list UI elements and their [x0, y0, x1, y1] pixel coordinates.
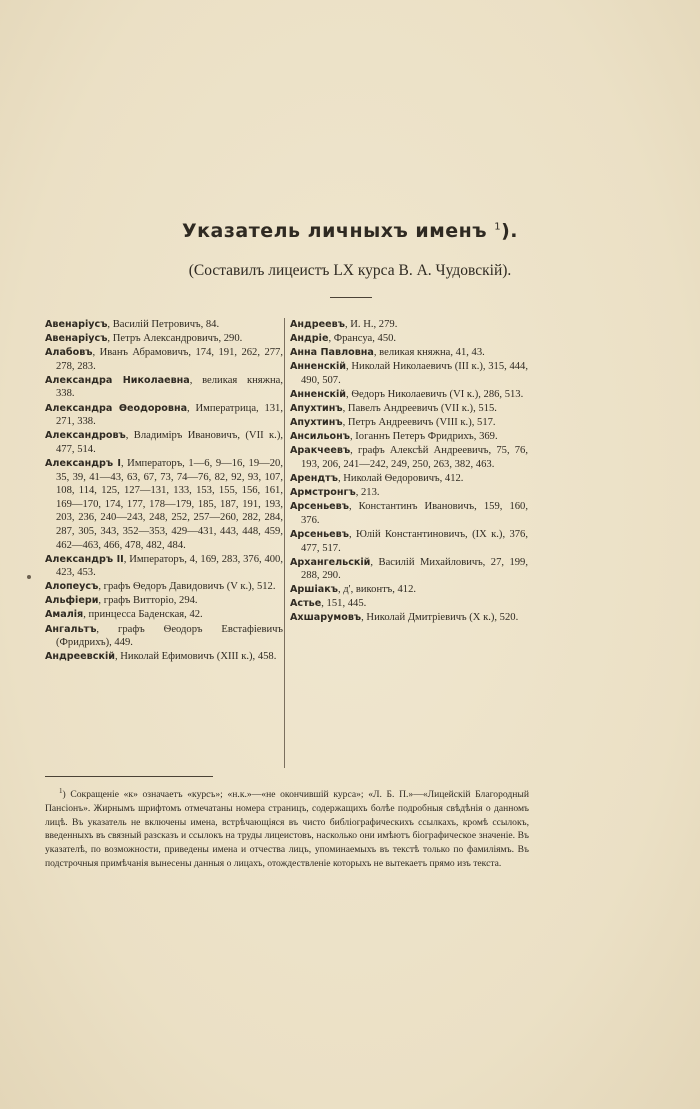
- column-divider: [284, 318, 285, 768]
- page-speck: [27, 575, 31, 579]
- index-entry: [290, 556, 528, 583]
- index-entry: [290, 597, 528, 611]
- index-entry: [290, 402, 528, 416]
- index-entry: [290, 360, 528, 387]
- page-subtitle: (Составилъ лицеистъ LX курса В. А. Чудовскій).: [188, 262, 512, 279]
- footnote: [45, 785, 529, 870]
- entry-details: , Императрица, 131, 271, 338.: [56, 402, 283, 428]
- entry-details: , Николай Николаевичъ (III к.), 315, 444, 490, 507.: [301, 361, 528, 386]
- entry-details: , 151, 445.: [321, 598, 367, 610]
- entry-details: , Константинъ Ивановичъ, 159, 160, 376.: [301, 501, 528, 526]
- entry-surname: Апухтинъ: [290, 417, 343, 429]
- entry-details: , Императоръ, 1—6, 9—16, 19—20, 35, 39, 41—43, 63, 67, 73, 74—76, 82, 92, 93, 107, 108, 114, 125, 127—131, 133, 153, 155, 156, 161, 169—170, 174, 177, 178—179, 185, 187, 191, 193, 203, 236, 240—243, 248, 252, 257—260, 282, 284, 287, 305, 343, 352—353, 429—431, 443, 448, 459, 462—463, 466, 478, 482, 484.: [56, 457, 283, 551]
- index-entry: [45, 650, 283, 664]
- entry-details: , Василій Михайловичъ, 27, 199, 288, 290.: [301, 556, 528, 582]
- entry-surname: Алабовъ: [45, 347, 93, 359]
- footnote-reference: 1: [494, 221, 502, 233]
- entry-surname: Армстронгъ: [290, 487, 356, 499]
- index-entry: [45, 346, 283, 373]
- entry-surname: Ангальтъ: [45, 623, 97, 635]
- index-entry: [45, 332, 283, 346]
- entry-surname: Апухтинъ: [290, 403, 343, 415]
- entry-surname: Альфіери: [45, 595, 99, 607]
- index-entry: [290, 611, 528, 625]
- entry-surname: Арсеньевъ: [290, 528, 349, 540]
- index-entry: [45, 318, 283, 332]
- entry-surname: Александръ II: [45, 553, 124, 565]
- index-entry: [290, 346, 528, 360]
- entry-surname: Ахшарумовъ: [290, 612, 362, 624]
- entry-surname: Александра Николаевна: [45, 374, 190, 386]
- entry-details: , великая княжна, 41, 43.: [373, 347, 485, 359]
- index-entry: [290, 500, 528, 527]
- index-entry: [290, 388, 528, 402]
- entry-surname: Анна Павловна: [290, 347, 374, 359]
- entry-surname: Анненскій: [290, 388, 347, 400]
- index-entry: [290, 486, 528, 500]
- entry-surname: Авенаріусъ: [45, 319, 108, 330]
- footnote-rule: [45, 776, 213, 777]
- entry-details: , принцесса Баденская, 42.: [83, 609, 203, 621]
- entry-details: , Павелъ Андреевичъ (VII к.), 515.: [342, 403, 497, 415]
- page-title: Указатель личныхъ именъ $^1$).: [182, 220, 518, 242]
- entry-details: , графъ Ѳедоръ Давидовичъ (V к.), 512.: [98, 581, 276, 593]
- entry-details: , Ѳедоръ Николаевичъ (VI к.), 286, 513.: [346, 388, 524, 400]
- entry-details: , графъ Витторіо, 294.: [98, 595, 198, 607]
- entry-surname: Ансильонъ: [290, 431, 350, 443]
- entry-details: , Іоганнъ Петеръ Фридрихъ, 369.: [349, 431, 498, 443]
- entry-surname: Аракчеевъ: [290, 445, 351, 457]
- entry-surname: Андреевъ: [290, 319, 345, 330]
- index-column-right: [290, 318, 528, 626]
- footnote-marker: 1: [59, 787, 63, 795]
- entry-surname: Аршіакъ: [290, 584, 338, 596]
- index-entry: [45, 608, 283, 622]
- index-entry: [45, 553, 283, 580]
- entry-details: , Франсуа, 450.: [328, 333, 397, 345]
- index-entry: [290, 528, 528, 555]
- index-entry: [290, 583, 528, 597]
- entry-surname: Арсеньевъ: [290, 501, 349, 513]
- index-entry: [45, 374, 283, 401]
- entry-surname: Андріе: [290, 333, 329, 345]
- entry-surname: Алопеусъ: [45, 581, 99, 593]
- entry-details: , великая княжна, 338.: [56, 374, 283, 400]
- index-entry: [45, 457, 283, 552]
- index-column-left: [45, 318, 283, 664]
- entry-surname: Авенаріусъ: [45, 333, 108, 345]
- index-entry: [290, 444, 528, 471]
- entry-details: , д', виконтъ, 412.: [337, 584, 417, 596]
- entry-details: , 213.: [355, 487, 380, 499]
- title-rule: [330, 297, 372, 298]
- index-entry: [290, 430, 528, 444]
- entry-details: , графъ Алексѣй Андреевичъ, 75, 76, 193, 206, 241—242, 249, 250, 263, 382, 463.: [301, 445, 528, 470]
- index-entry: [290, 332, 528, 346]
- entry-details: , Петръ Андреевичъ (VIII к.), 517.: [342, 417, 496, 429]
- index-entry: [290, 416, 528, 430]
- entry-surname: Александръ I: [45, 457, 121, 469]
- footnote-text: ) Сокращеніе «к» означаетъ «курсъ»; «н.к.»—«не окончившій курса»; «Л. Б. П.»—«Лицейскій Благородный Пансіонъ». Жирнымъ шрифтомъ отмечатаны номера страницъ, содержащихъ болѣе подробныя свѣдѣнія о данномъ лицѣ. Въ указатель не включены имена, встрѣчающіяся въ чисто библіографическихъ ссылкахъ, кромѣ ссылокъ, введенныхъ въ связный разсказъ и ссылокъ на труды лицеистовъ, насколько они имѣютъ біографическое значеніе. Въ указателѣ, по возможности, приведены имена и отчества лицъ, упоминаемыхъ въ текстѣ только по фамиліямъ. Въ подстрочныя примѣчанія вынесены данныя о лицахъ, отождествленіе которыхъ не вытекаетъ прямо изъ текста.: [45, 789, 529, 869]
- index-entry: [45, 429, 283, 456]
- entry-surname: Архангельскій: [290, 556, 371, 568]
- entry-details: , Василій Петровичъ, 84.: [107, 319, 220, 330]
- index-entry: [45, 623, 283, 650]
- entry-surname: Александровъ: [45, 430, 126, 442]
- entry-details: , Императоръ, 4, 169, 283, 376, 400, 423, 453.: [56, 553, 283, 579]
- index-entry: [290, 472, 528, 486]
- index-entry: [290, 318, 528, 332]
- entry-details: , Юлій Константиновичъ, (IX к.), 376, 477, 517.: [301, 528, 528, 554]
- entry-details: , Петръ Александровичъ, 290.: [107, 333, 243, 345]
- index-entry: [45, 594, 283, 608]
- entry-details: , И. Н., 279.: [344, 319, 398, 330]
- entry-surname: Андреевскій: [45, 651, 115, 663]
- entry-surname: Астье: [290, 598, 322, 610]
- entry-surname: Амалія: [45, 609, 84, 621]
- entry-details: , Николай Ѳедоровичъ, 412.: [337, 473, 464, 485]
- entry-details: , Николай Ефимовичъ (XIII к.), 458.: [114, 651, 277, 663]
- entry-surname: Александра Ѳеодоровна: [45, 402, 188, 414]
- entry-details: , Николай Дмитріевичъ (X к.), 520.: [361, 612, 519, 624]
- entry-details: , Владиміръ Ивановичъ, (VII к.), 477, 514.: [56, 430, 283, 455]
- entry-surname: Арендтъ: [290, 473, 338, 485]
- entry-details: , Иванъ Абрамовичъ, 174, 191, 262, 277, 278, 283.: [56, 347, 283, 372]
- entry-details: , графъ Ѳеодоръ Евстафіевичъ (Фридрихъ), 449.: [56, 623, 283, 649]
- index-entry: [45, 402, 283, 429]
- index-entry: [45, 580, 283, 594]
- entry-surname: Анненскій: [290, 361, 347, 373]
